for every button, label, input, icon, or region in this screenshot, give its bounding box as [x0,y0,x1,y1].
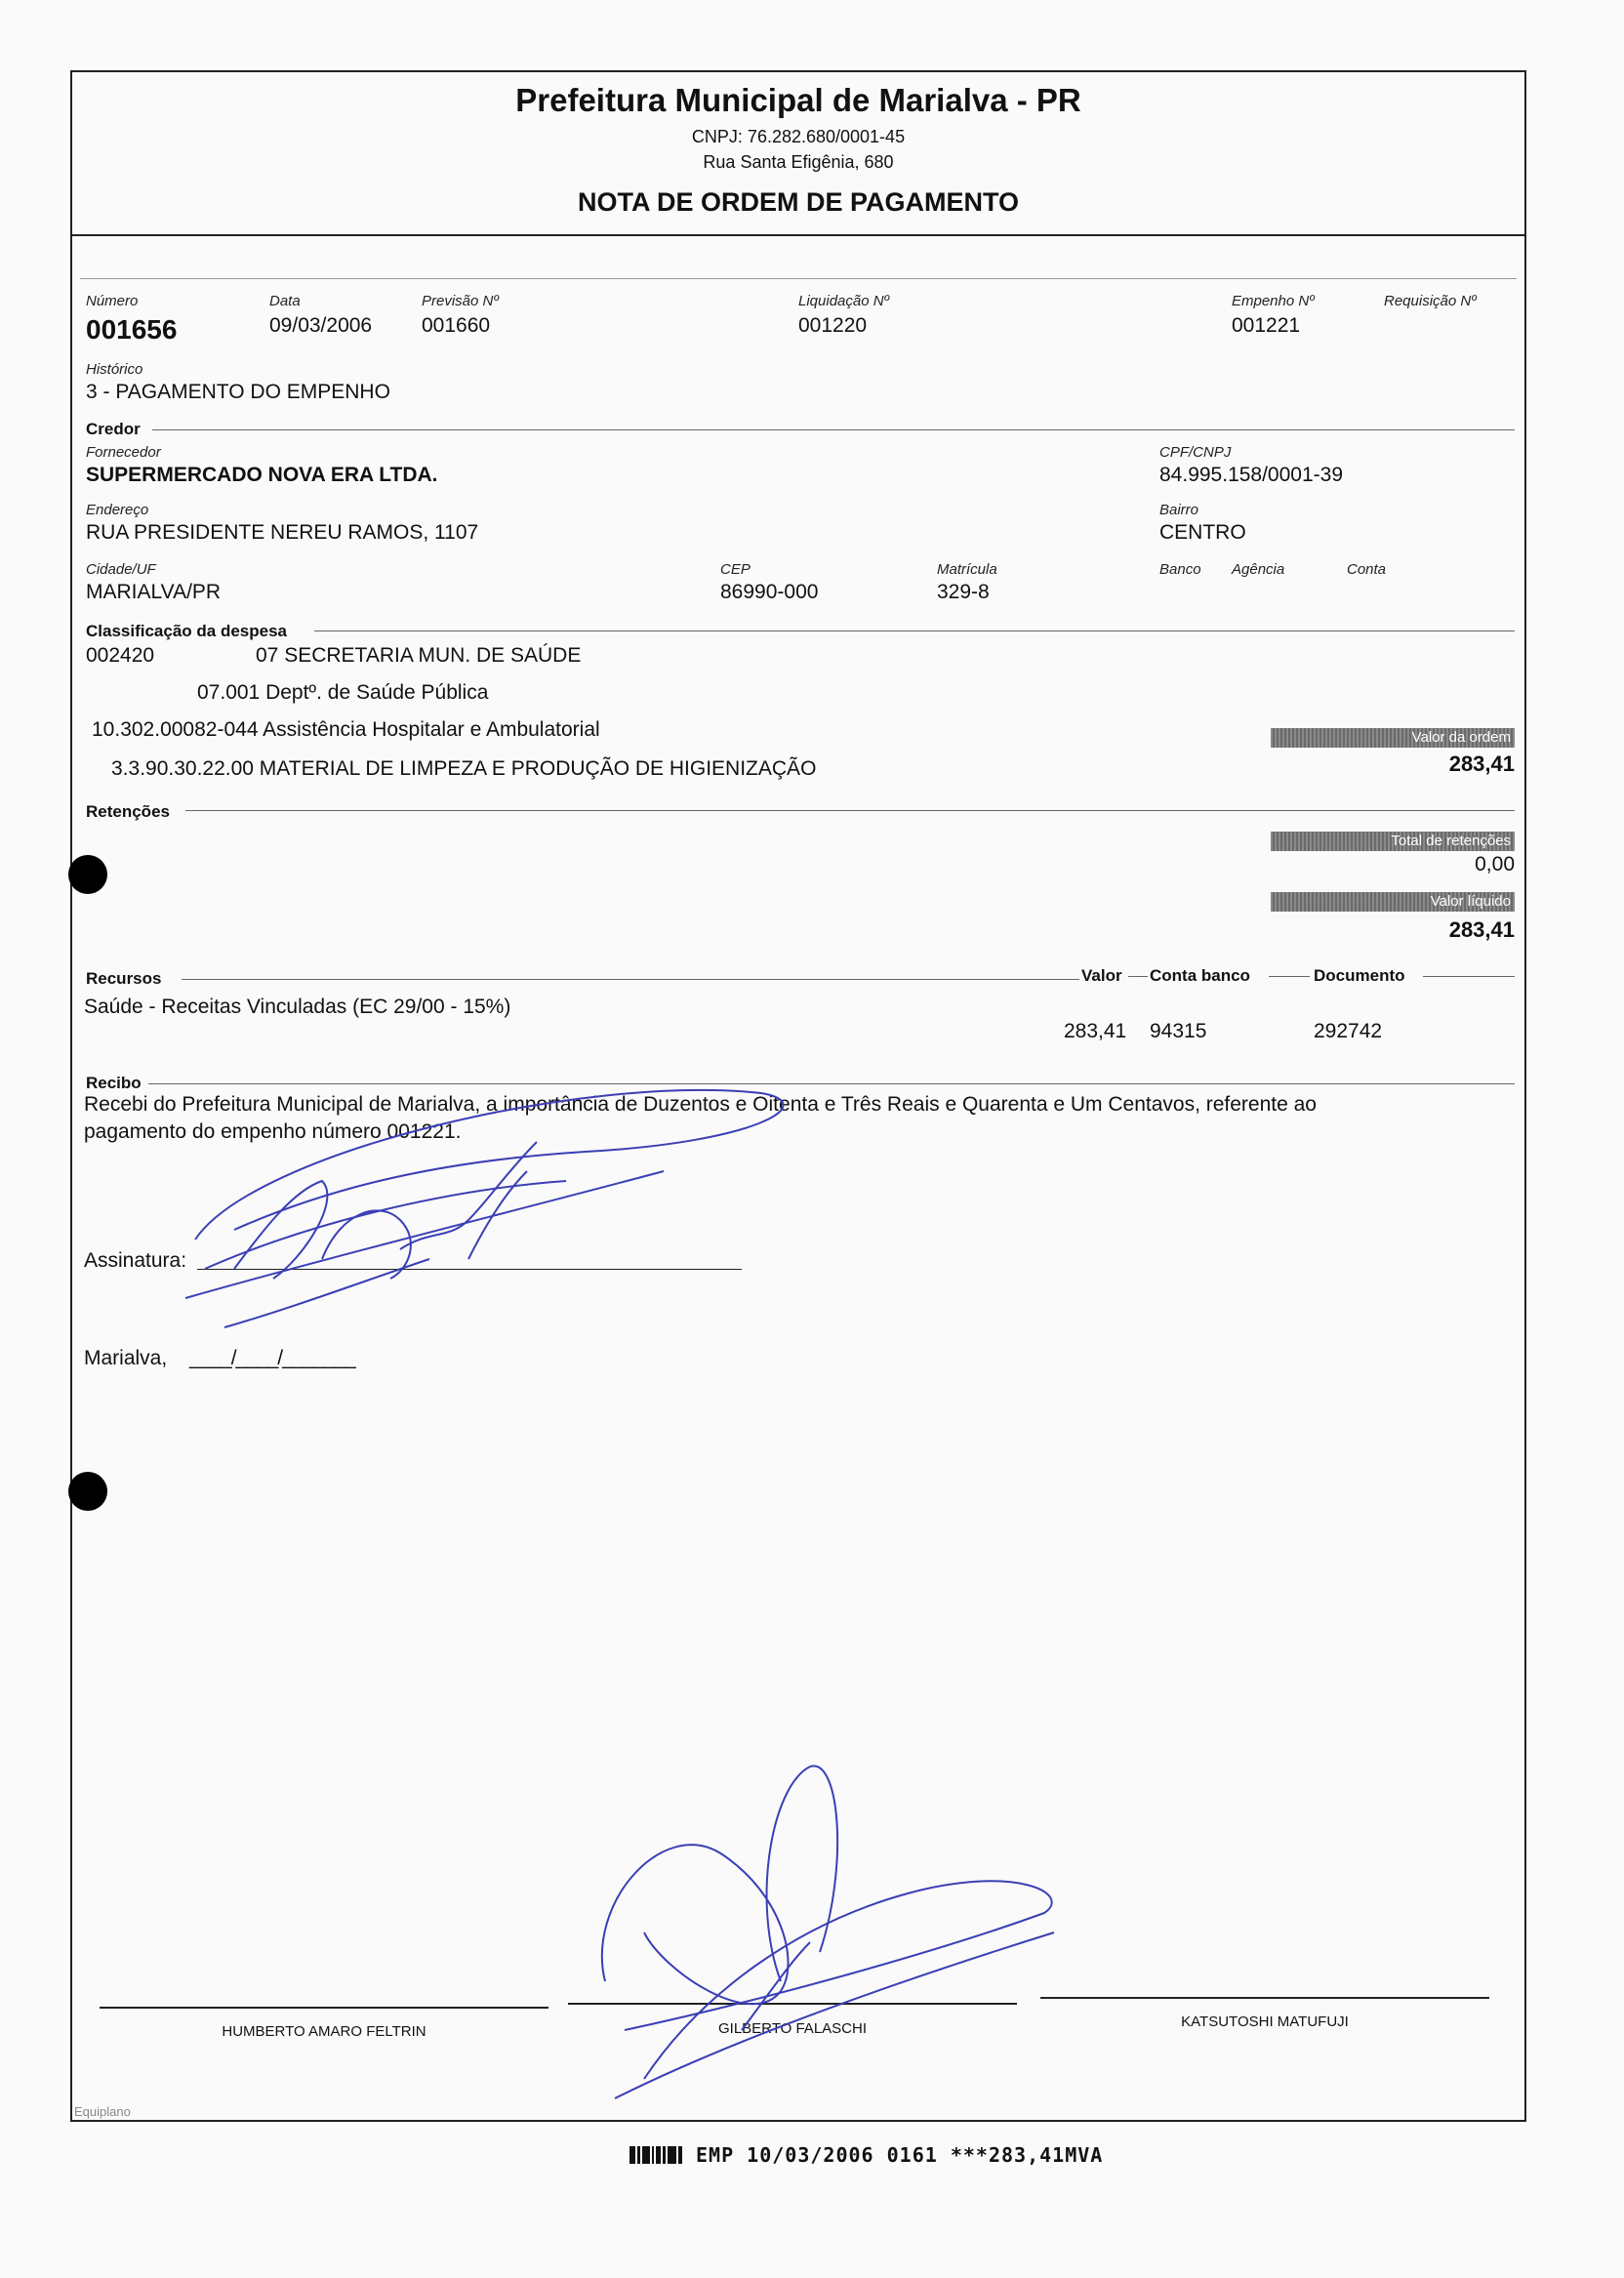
matricula-label: Matrícula [937,561,997,578]
recursos-valor: 283,41 [1064,1020,1127,1042]
credor-section: Credor [86,420,141,438]
numero-label: Número [86,293,139,309]
signature-name-3: KATSUTOSHI MATUFUJI [1181,2014,1349,2030]
header-divider [70,234,1526,236]
numero-value: 001656 [86,314,178,345]
recibo-line1: Recebi do Prefeitura Municipal de Marialva, a importância de Duzentos e Oitenta e Três Reais e Quarenta e Um Centavos, referente ao [84,1093,1317,1116]
banco-label: Banco [1159,561,1201,578]
fornecedor-label: Fornecedor [86,444,161,461]
recursos-rule-4 [1423,976,1515,977]
recursos-valor-label: Valor [1081,966,1122,985]
local-label: Marialva, [84,1347,168,1369]
signature-line-1 [100,2007,548,2009]
classificacao-elemento: 3.3.90.30.22.00 MATERIAL DE LIMPEZA E PRODUÇÃO DE HIGIENIZAÇÃO [111,757,817,780]
cidade-label: Cidade/UF [86,561,156,578]
data-value: 09/03/2006 [269,314,373,337]
recursos-rule-3 [1269,976,1310,977]
valor-liquido-value: 283,41 [1448,917,1515,942]
historico-value: 3 - PAGAMENTO DO EMPENHO [86,381,390,403]
doc-title: NOTA DE ORDEM DE PAGAMENTO [577,187,1019,217]
cep-label: CEP [720,561,751,578]
cpf-value: 84.995.158/0001-39 [1159,464,1344,486]
recursos-section: Recursos [86,969,162,988]
credor-rule [152,429,1515,430]
classificacao-section: Classificação da despesa [86,622,288,640]
cep-value: 86990-000 [720,581,819,603]
endereco-value: RUA PRESIDENTE NEREU RAMOS, 1107 [86,521,479,544]
valor-ordem-value: 283,41 [1448,752,1515,776]
endereco-label: Endereço [86,502,149,518]
recursos-rule [182,979,1079,980]
liquidacao-value: 001220 [798,314,868,337]
handwritten-signature-receipt [176,1035,800,1357]
requisicao-label: Requisição Nº [1384,293,1477,309]
classificacao-code: 002420 [86,644,155,667]
footer-brand: Equiplano [74,2104,131,2119]
signature-name-1: HUMBERTO AMARO FELTRIN [222,2023,426,2040]
classificacao-funcional: 10.302.00082-044 Assistência Hospitalar e Ambulatorial [92,718,600,741]
previsao-value: 001660 [422,314,491,337]
stamp-text: EMP 10/03/2006 0161 ***283,41MVA [696,2143,1104,2167]
data-label: Data [269,293,301,309]
barcode-marks [629,2146,682,2164]
punch-hole-top [68,855,107,894]
historico-label: Histórico [86,361,143,378]
recursos-conta-label: Conta banco [1150,966,1250,985]
classificacao-unidade: 07.001 Deptº. de Saúde Pública [197,681,489,704]
liquidacao-label: Liquidação Nº [798,293,890,309]
recibo-line2: pagamento do empenho número 001221. [84,1120,462,1143]
previsao-label: Previsão Nº [422,293,499,309]
recursos-rule-2 [1128,976,1148,977]
header-cnpj: CNPJ: 76.282.680/0001-45 [691,127,906,146]
fornecedor-value: SUPERMERCADO NOVA ERA LTDA. [86,464,438,486]
retencoes-rule [185,810,1515,811]
retencoes-section: Retenções [86,802,170,821]
empenho-value: 001221 [1232,314,1301,337]
agencia-label: Agência [1232,561,1285,578]
recursos-documento-label: Documento [1314,966,1405,985]
empenho-label: Empenho Nº [1232,293,1315,309]
footer-stamp [629,2143,1103,2167]
conta-label: Conta [1347,561,1387,578]
matricula-value: 329-8 [937,581,990,603]
valor-liquido-bar: Valor líquido [1271,892,1515,912]
recibo-section: Recibo [86,1074,142,1092]
total-retencoes-bar: Total de retenções [1271,832,1515,851]
header-subdivider [80,278,1517,279]
assinatura-label: Assinatura: [84,1249,187,1272]
bairro-value: CENTRO [1159,521,1246,544]
recursos-conta: 94315 [1150,1020,1207,1042]
punch-hole-bottom [68,1472,107,1511]
bairro-label: Bairro [1159,502,1199,518]
header-address: Rua Santa Efigênia, 680 [703,152,894,172]
date-blank: ____/____/_______ [189,1347,355,1369]
recursos-descricao: Saúde - Receitas Vinculadas (EC 29/00 - 15%) [84,996,511,1018]
cpf-label: CPF/CNPJ [1159,444,1232,461]
total-retencoes-value: 0,00 [1475,853,1515,875]
signature-line-3 [1040,1997,1489,1999]
handwritten-signature-bottom [586,1747,1074,2118]
recursos-documento: 292742 [1314,1020,1383,1042]
signature-name-2: GILBERTO FALASCHI [718,2020,867,2037]
cidade-value: MARIALVA/PR [86,581,222,603]
classificacao-orgao: 07 SECRETARIA MUN. DE SAÚDE [256,644,582,667]
valor-ordem-bar: Valor da ordem [1271,728,1515,748]
header-title: Prefeitura Municipal de Marialva - PR [515,82,1081,118]
